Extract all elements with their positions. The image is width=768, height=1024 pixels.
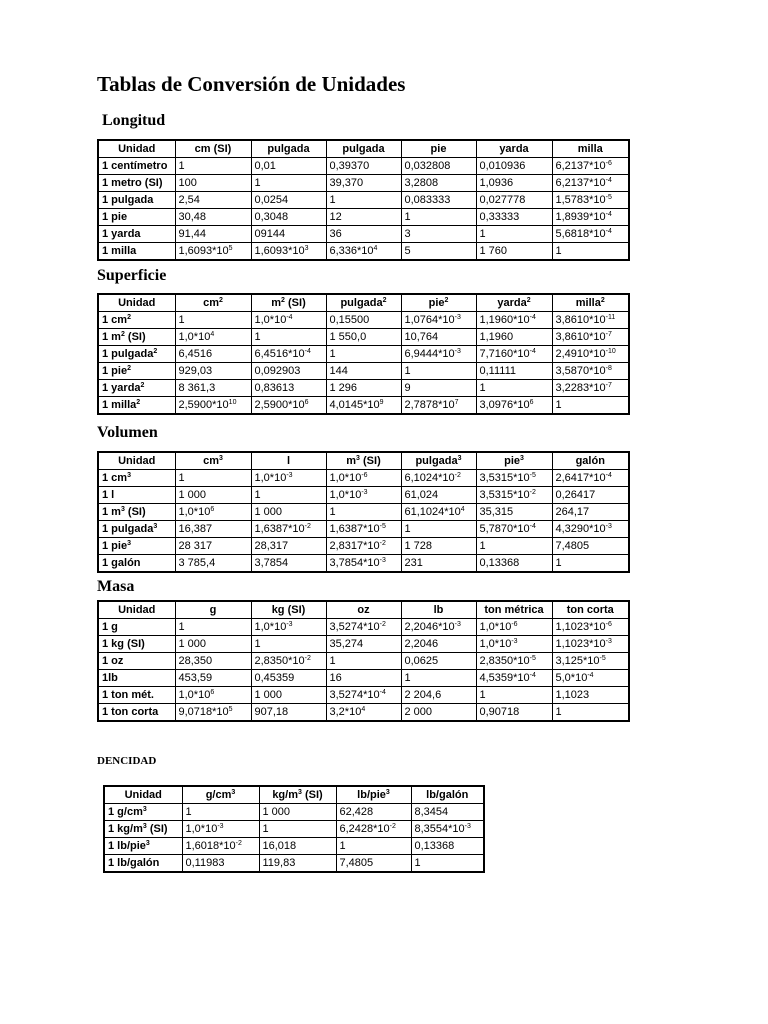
column-header: oz	[326, 601, 401, 619]
column-header: yarda	[476, 140, 552, 158]
table-cell: 907,18	[251, 704, 326, 722]
table-cell: 1	[175, 312, 251, 329]
table-cell: 929,03	[175, 363, 251, 380]
table-cell: 1	[401, 670, 476, 687]
table-cell: $6,2137*10^{-6}$	[552, 158, 629, 175]
table-cell: 35,315	[476, 504, 552, 521]
row-unit-label: 1 pie$^2$	[98, 363, 175, 380]
row-unit-label: 1 ton corta	[98, 704, 175, 722]
table-cell: 1	[336, 838, 411, 855]
table-cell: 1	[251, 175, 326, 192]
table-cell: 9	[401, 380, 476, 397]
table-row	[98, 158, 629, 175]
table-cell: $1,1960*10^{-4}$	[476, 312, 552, 329]
table-cell: 2 204,6	[401, 687, 476, 704]
table-cell: $1,0*10^6$	[175, 504, 251, 521]
table-cell: 1 000	[251, 687, 326, 704]
table-cell: 1,1023	[552, 687, 629, 704]
table-cell: $4,3290*10^{-3}$	[552, 521, 629, 538]
column-header: pulgada$^3$	[401, 452, 476, 470]
table-row	[98, 312, 629, 329]
table-cell: $5,6818*10^{-4}$	[552, 226, 629, 243]
row-unit-label: 1 g	[98, 619, 175, 636]
table-cell: $2,8350*10^{-5}$	[476, 653, 552, 670]
table-cell: 0,11111	[476, 363, 552, 380]
table-cell: 1	[326, 346, 401, 363]
table-cell: 1	[476, 538, 552, 555]
column-header: $m^3$ (SI)	[326, 452, 401, 470]
row-unit-label: 1 $g/cm^3$	[104, 804, 182, 821]
table-cell: 453,59	[175, 670, 251, 687]
column-header: lb	[401, 601, 476, 619]
table-cell: 1	[326, 192, 401, 209]
column-header: pulgada	[326, 140, 401, 158]
table-cell: 1	[476, 687, 552, 704]
table-cell: 231	[401, 555, 476, 573]
table-cell: $6,336*10^4$	[326, 243, 401, 261]
column-header: lb/galón	[411, 786, 484, 804]
table-cell: $3,2*10^4$	[326, 704, 401, 722]
table-cell: 1	[552, 555, 629, 573]
table-row	[98, 175, 629, 192]
table-cell: $1,0*10^{-6}$	[326, 470, 401, 487]
table-cell: 1 000	[251, 504, 326, 521]
column-header: Unidad	[98, 452, 175, 470]
table-cell: 0,90718	[476, 704, 552, 722]
table-cell: 1	[175, 619, 251, 636]
column-header: $cm^2$	[175, 294, 251, 312]
table-cell: 0,0254	[251, 192, 326, 209]
table-row	[98, 243, 629, 261]
table-cell: 1	[401, 209, 476, 226]
table-cell: $1,0*10^{-3}$	[251, 470, 326, 487]
table-cell: 0,33333	[476, 209, 552, 226]
row-unit-label: 1 $kg/m^3$ (SI)	[104, 821, 182, 838]
row-unit-label: 1 centímetro	[98, 158, 175, 175]
superficie-table	[97, 293, 630, 415]
table-cell: $6,2428*10^{-2}$	[336, 821, 411, 838]
table-cell: $3,8610*10^{-11}$	[552, 312, 629, 329]
row-unit-label: 1 pulgada$^3$	[98, 521, 175, 538]
volumen-table	[97, 451, 630, 573]
table-cell: $6,4516*10^{-4}$	[251, 346, 326, 363]
section-heading-volumen: Volumen	[97, 424, 158, 441]
table-row	[98, 555, 629, 573]
table-row	[98, 504, 629, 521]
table-cell: 1	[326, 653, 401, 670]
table-cell: 62,428	[336, 804, 411, 821]
table-cell: 1 760	[476, 243, 552, 261]
section-heading-masa: Masa	[97, 578, 135, 595]
table-cell: 8 361,3	[175, 380, 251, 397]
table-cell: 61,024	[401, 487, 476, 504]
longitud-table	[97, 139, 630, 261]
row-unit-label: 1 ton mét.	[98, 687, 175, 704]
column-header: pulgada	[251, 140, 326, 158]
row-unit-label: 1 l	[98, 487, 175, 504]
table-cell: 3	[401, 226, 476, 243]
table-cell: 8,3454	[411, 804, 484, 821]
column-header: $g/cm^3$	[182, 786, 259, 804]
row-unit-label: 1 lb/galón	[104, 855, 182, 873]
row-unit-label: 1 $cm^2$	[98, 312, 175, 329]
section-heading-dencidad: DENCIDAD	[97, 755, 157, 767]
column-header: kg (SI)	[251, 601, 326, 619]
row-unit-label: 1 oz	[98, 653, 175, 670]
table-cell: 0,092903	[251, 363, 326, 380]
table-cell: $4,5359*10^{-4}$	[476, 670, 552, 687]
table-cell: $1,1023*10^{-3}$	[552, 636, 629, 653]
row-unit-label: 1 pulgada$^2$	[98, 346, 175, 363]
table-row	[98, 619, 629, 636]
table-cell: $5,0*10^{-4}$	[552, 670, 629, 687]
table-cell: $2,2046*10^{-3}$	[401, 619, 476, 636]
table-cell: $1,0764*10^{-3}$	[401, 312, 476, 329]
table-cell: 0,45359	[251, 670, 326, 687]
table-row	[98, 670, 629, 687]
table-cell: 2 000	[401, 704, 476, 722]
table-cell: $6,2137*10^{-4}$	[552, 175, 629, 192]
table-cell: 28 317	[175, 538, 251, 555]
table-cell: 119,83	[259, 855, 336, 873]
table-row	[98, 704, 629, 722]
table-cell: $1,6093*10^3$	[251, 243, 326, 261]
table-cell: 0,13368	[411, 838, 484, 855]
table-cell: $1,6018*10^{-2}$	[182, 838, 259, 855]
table-cell: 1 000	[175, 636, 251, 653]
table-cell: 7,4805	[552, 538, 629, 555]
column-header: pie$^2$	[401, 294, 476, 312]
table-row	[98, 363, 629, 380]
column-header: Unidad	[98, 140, 175, 158]
table-cell: 1 550,0	[326, 329, 401, 346]
row-unit-label: 1 metro (SI)	[98, 175, 175, 192]
table-cell: 1 728	[401, 538, 476, 555]
section-heading-superficie: Superficie	[97, 267, 167, 284]
table-cell: $2,4910*10^{-10}$	[552, 346, 629, 363]
table-cell: $1,0*10^{-4}$	[251, 312, 326, 329]
table-cell: $9,0718*10^5$	[175, 704, 251, 722]
table-cell: 1	[259, 821, 336, 838]
table-cell: $1,0*10^{-3}$	[476, 636, 552, 653]
column-header: milla$^2$	[552, 294, 629, 312]
table-cell: $1,0*10^{-3}$	[182, 821, 259, 838]
table-cell: 1	[552, 704, 629, 722]
table-cell: 16,018	[259, 838, 336, 855]
table-cell: 1	[251, 636, 326, 653]
table-cell: 1	[175, 470, 251, 487]
column-header: pie	[401, 140, 476, 158]
table-cell: $3,7854*10^{-3}$	[326, 555, 401, 573]
table-cell: 0,027778	[476, 192, 552, 209]
table-cell: 1	[401, 521, 476, 538]
table-cell: 1,0936	[476, 175, 552, 192]
table-cell: $8,3554*10^{-3}$	[411, 821, 484, 838]
table-cell: $3,8610*10^{-7}$	[552, 329, 629, 346]
table-row	[98, 538, 629, 555]
table-header-row	[98, 601, 629, 619]
row-unit-label: 1 pulgada	[98, 192, 175, 209]
table-cell: $1,6387*10^{-2}$	[251, 521, 326, 538]
column-header: galón	[552, 452, 629, 470]
table-cell: $7,7160*10^{-4}$	[476, 346, 552, 363]
table-cell: $3,5870*10^{-8}$	[552, 363, 629, 380]
table-row	[98, 521, 629, 538]
table-cell: 1	[326, 504, 401, 521]
column-header: pulgada$^2$	[326, 294, 401, 312]
table-cell: 0,01	[251, 158, 326, 175]
table-row	[104, 855, 484, 873]
table-cell: 28,350	[175, 653, 251, 670]
table-row	[104, 838, 484, 855]
table-cell: 1	[552, 243, 629, 261]
table-cell: 1 296	[326, 380, 401, 397]
table-cell: $2,5900*10^6$	[251, 397, 326, 415]
table-cell: 0,0625	[401, 653, 476, 670]
table-cell: $1,0*10^{-6}$	[476, 619, 552, 636]
table-header-row	[98, 452, 629, 470]
table-cell: 3,7854	[251, 555, 326, 573]
table-cell: 30,48	[175, 209, 251, 226]
column-header: pie$^3$	[476, 452, 552, 470]
table-cell: 1	[552, 397, 629, 415]
row-unit-label: 1 galón	[98, 555, 175, 573]
row-unit-label: 1 milla$^2$	[98, 397, 175, 415]
table-cell: 0,11983	[182, 855, 259, 873]
table-cell: 1	[401, 363, 476, 380]
column-header: l	[251, 452, 326, 470]
column-header: $m^2$ (SI)	[251, 294, 326, 312]
table-cell: 36	[326, 226, 401, 243]
row-unit-label: 1 $cm^3$	[98, 470, 175, 487]
column-header: ton corta	[552, 601, 629, 619]
table-cell: $3,2283*10^{-7}$	[552, 380, 629, 397]
table-cell: 100	[175, 175, 251, 192]
row-unit-label: 1 lb/pie$^3$	[104, 838, 182, 855]
table-cell: $6,1024*10^{-2}$	[401, 470, 476, 487]
table-cell: $3,0976*10^6$	[476, 397, 552, 415]
table-cell: $6,9444*10^{-3}$	[401, 346, 476, 363]
table-row	[98, 470, 629, 487]
row-unit-label: 1 $m^2$ (SI)	[98, 329, 175, 346]
table-header-row	[104, 786, 484, 804]
table-cell: $1,6387*10^{-5}$	[326, 521, 401, 538]
table-cell: $1,0*10^{-3}$	[251, 619, 326, 636]
dencidad-table	[103, 785, 485, 873]
column-header: ton métrica	[476, 601, 552, 619]
table-cell: 0,83613	[251, 380, 326, 397]
table-cell: 1 000	[259, 804, 336, 821]
table-cell: $5,7870*10^{-4}$	[476, 521, 552, 538]
table-cell: 0,3048	[251, 209, 326, 226]
table-cell: 0,13368	[476, 555, 552, 573]
table-cell: 35,274	[326, 636, 401, 653]
row-unit-label: 1lb	[98, 670, 175, 687]
table-cell: $4,0145*10^9$	[326, 397, 401, 415]
table-cell: 39,370	[326, 175, 401, 192]
table-row	[98, 209, 629, 226]
column-header: cm (SI)	[175, 140, 251, 158]
table-cell: $1,6093*10^5$	[175, 243, 251, 261]
row-unit-label: 1 yarda$^2$	[98, 380, 175, 397]
row-unit-label: 1 pie$^3$	[98, 538, 175, 555]
section-heading-longitud: Longitud	[102, 112, 166, 129]
table-header-row	[98, 140, 629, 158]
table-cell: 1	[476, 226, 552, 243]
table-row	[98, 636, 629, 653]
table-cell: $2,8317*10^{-2}$	[326, 538, 401, 555]
column-header: yarda$^2$	[476, 294, 552, 312]
table-cell: 0,39370	[326, 158, 401, 175]
table-cell: 0,010936	[476, 158, 552, 175]
table-row	[98, 329, 629, 346]
table-cell: $2,7878*10^7$	[401, 397, 476, 415]
column-header: $cm^3$	[175, 452, 251, 470]
row-unit-label: 1 yarda	[98, 226, 175, 243]
table-cell: 10,764	[401, 329, 476, 346]
table-cell: $3,125*10^{-5}$	[552, 653, 629, 670]
table-cell: 1	[251, 329, 326, 346]
table-cell: $3,5274*10^{-2}$	[326, 619, 401, 636]
row-unit-label: 1 milla	[98, 243, 175, 261]
table-cell: $2,8350*10^{-2}$	[251, 653, 326, 670]
column-header: Unidad	[98, 601, 175, 619]
table-row	[104, 821, 484, 838]
table-cell: 1 000	[175, 487, 251, 504]
table-cell: 0,15500	[326, 312, 401, 329]
table-cell: $3,5315*10^{-2}$	[476, 487, 552, 504]
masa-table	[97, 600, 630, 722]
table-cell: 1	[411, 855, 484, 873]
table-cell: 1,1960	[476, 329, 552, 346]
table-cell: 2,54	[175, 192, 251, 209]
table-cell: 3 785,4	[175, 555, 251, 573]
table-cell: 0,26417	[552, 487, 629, 504]
table-cell: 2,2046	[401, 636, 476, 653]
table-row	[98, 380, 629, 397]
table-cell: 12	[326, 209, 401, 226]
table-cell: 16	[326, 670, 401, 687]
table-cell: $2,6417*10^{-4}$	[552, 470, 629, 487]
table-row	[98, 653, 629, 670]
table-cell: 1	[251, 487, 326, 504]
table-row	[98, 346, 629, 363]
column-header: lb/pie$^3$	[336, 786, 411, 804]
table-cell: 1	[476, 380, 552, 397]
row-unit-label: 1 $m^3$ (SI)	[98, 504, 175, 521]
table-row	[98, 226, 629, 243]
table-cell: $1,8939*10^{-4}$	[552, 209, 629, 226]
table-cell: 5	[401, 243, 476, 261]
table-cell: 144	[326, 363, 401, 380]
table-cell: $1,0*10^{-3}$	[326, 487, 401, 504]
table-cell: 264,17	[552, 504, 629, 521]
table-cell: 1	[175, 158, 251, 175]
table-row	[98, 687, 629, 704]
table-row	[98, 487, 629, 504]
column-header: g	[175, 601, 251, 619]
column-header: Unidad	[104, 786, 182, 804]
page-title: Tablas de Conversión de Unidades	[97, 72, 406, 96]
table-row	[104, 804, 484, 821]
row-unit-label: 1 kg (SI)	[98, 636, 175, 653]
column-header: $kg/m^3$ (SI)	[259, 786, 336, 804]
table-cell: $1,5783*10^{-5}$	[552, 192, 629, 209]
table-cell: 28,317	[251, 538, 326, 555]
table-cell: $1,1023*10^{-6}$	[552, 619, 629, 636]
table-cell: 0,083333	[401, 192, 476, 209]
column-header: milla	[552, 140, 629, 158]
table-cell: 6,4516	[175, 346, 251, 363]
table-cell: $61,1024*10^4$	[401, 504, 476, 521]
table-header-row	[98, 294, 629, 312]
column-header: Unidad	[98, 294, 175, 312]
table-cell: 0,032808	[401, 158, 476, 175]
table-cell: 3,2808	[401, 175, 476, 192]
row-unit-label: 1 pie	[98, 209, 175, 226]
table-cell: $3,5274*10^{-4}$	[326, 687, 401, 704]
table-cell: $2,5900*10^{10}$	[175, 397, 251, 415]
table-cell: 1	[182, 804, 259, 821]
table-cell: 16,387	[175, 521, 251, 538]
table-cell: 91,44	[175, 226, 251, 243]
table-row	[98, 397, 629, 415]
table-cell: 09144	[251, 226, 326, 243]
table-cell: $1,0*10^4$	[175, 329, 251, 346]
table-cell: $1,0*10^6$	[175, 687, 251, 704]
table-row	[98, 192, 629, 209]
table-cell: $3,5315*10^{-5}$	[476, 470, 552, 487]
table-cell: 7,4805	[336, 855, 411, 873]
